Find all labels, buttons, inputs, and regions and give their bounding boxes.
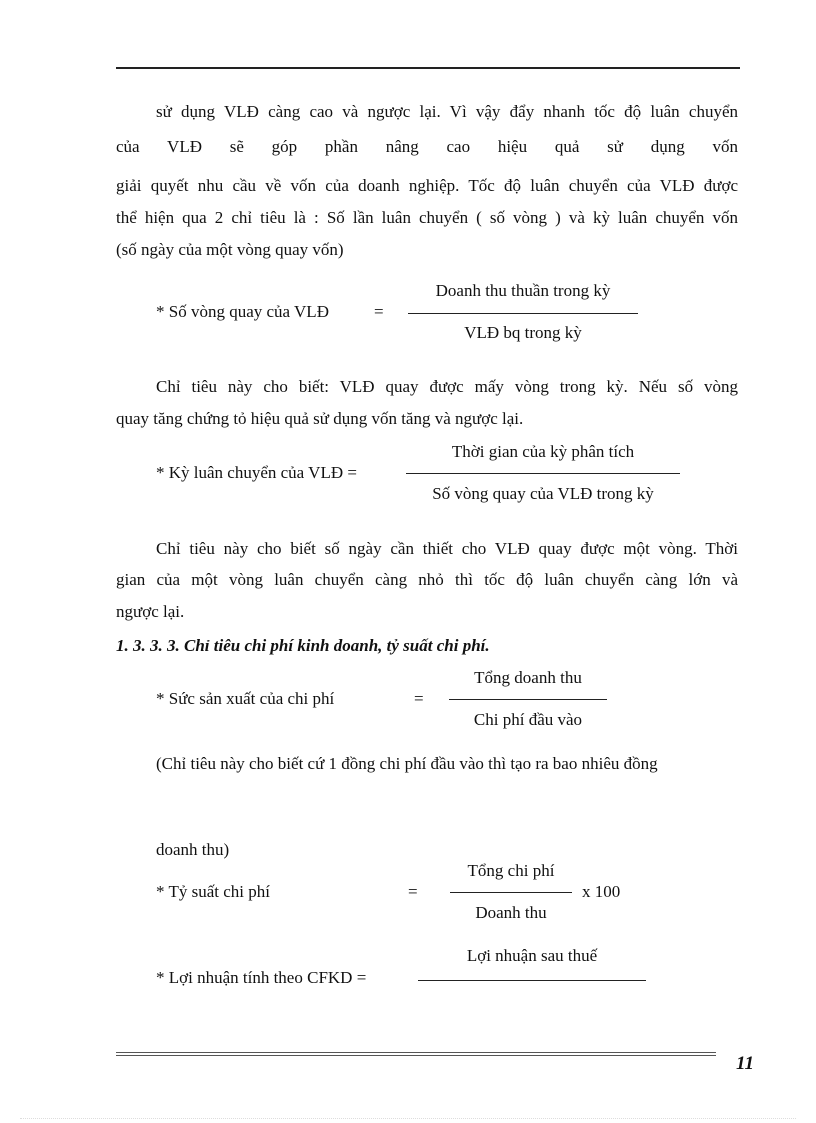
section-heading: 1. 3. 3. 3. Chỉ tiêu chi phí kinh doanh, tỷ suất chi phí. bbox=[116, 636, 490, 655]
formula-4-label: * Tỷ suất chi phí bbox=[156, 882, 270, 901]
paragraph-2-line-2: quay tăng chứng tỏ hiệu quả sử dụng vốn tăng và ngược lại. bbox=[116, 409, 524, 428]
formula-1-fraction-bar bbox=[408, 313, 638, 314]
paragraph-1-line-3: giải quyết nhu cầu về vốn của doanh nghiệp. Tốc độ luân chuyển của VLĐ được bbox=[116, 176, 738, 195]
paragraph-1-line-4: thể hiện qua 2 chỉ tiêu là : Số lần luân chuyển ( số vòng ) và kỳ luân chuyển vốn bbox=[116, 208, 738, 227]
formula-3-fraction-bar bbox=[449, 699, 607, 700]
formula-2-numerator: Thời gian của kỳ phân tích bbox=[451, 442, 635, 461]
formula-4-numerator: Tổng chi phí bbox=[467, 861, 555, 880]
header-rule bbox=[116, 67, 740, 69]
footer-rule-2 bbox=[116, 1055, 716, 1056]
page-bottom-edge bbox=[20, 1118, 796, 1119]
paragraph-1-line-5: (số ngày của một vòng quay vốn) bbox=[116, 240, 344, 259]
formula-5-label: * Lợi nhuận tính theo CFKD = bbox=[156, 968, 367, 987]
formula-4-denominator: Doanh thu bbox=[475, 903, 547, 922]
formula-4-fraction-bar bbox=[450, 892, 572, 893]
page-number: 11 bbox=[736, 1053, 754, 1074]
paragraph-1-line-2: của VLĐ sẽ góp phần nâng cao hiệu quả sử dụng vốn bbox=[116, 137, 738, 156]
note-line-1: (Chỉ tiêu này cho biết cứ 1 đồng chi phí đầu vào thì tạo ra bao nhiêu đồng bbox=[156, 754, 658, 773]
formula-5-fraction-bar bbox=[418, 980, 646, 981]
formula-4-equals: = bbox=[408, 882, 418, 901]
formula-1-equals: = bbox=[374, 302, 384, 321]
formula-2-label: * Kỳ luân chuyển của VLĐ = bbox=[156, 463, 357, 482]
note-line-2: doanh thu) bbox=[156, 840, 230, 859]
paragraph-3-line-1: Chỉ tiêu này cho biết số ngày cần thiết cho VLĐ quay được một vòng. Thời bbox=[156, 539, 738, 558]
footer-rule-1 bbox=[116, 1052, 716, 1053]
formula-1-denominator: VLĐ bq trong kỳ bbox=[464, 323, 582, 342]
paragraph-1-line-1: sử dụng VLĐ càng cao và ngược lại. Vì vậy đẩy nhanh tốc độ luân chuyển bbox=[156, 102, 738, 121]
formula-1-numerator: Doanh thu thuần trong kỳ bbox=[435, 281, 611, 300]
formula-2-denominator: Số vòng quay của VLĐ trong kỳ bbox=[432, 484, 654, 503]
paragraph-2-line-1: Chỉ tiêu này cho biết: VLĐ quay được mấy vòng trong kỳ. Nếu số vòng bbox=[156, 377, 738, 396]
formula-3-label: * Sức sản xuất của chi phí bbox=[156, 689, 335, 708]
formula-4-multiplier: x 100 bbox=[582, 882, 621, 901]
formula-5-numerator: Lợi nhuận sau thuế bbox=[466, 946, 598, 965]
formula-3-numerator: Tổng doanh thu bbox=[474, 668, 582, 687]
formula-3-equals: = bbox=[414, 689, 424, 708]
formula-1-label: * Số vòng quay của VLĐ bbox=[156, 302, 329, 321]
formula-3-denominator: Chi phí đầu vào bbox=[473, 710, 583, 729]
paragraph-3-line-2: gian của một vòng luân chuyển càng nhỏ thì tốc độ luân chuyển càng lớn và bbox=[116, 570, 738, 589]
paragraph-3-line-3: ngược lại. bbox=[116, 602, 185, 621]
formula-2-fraction-bar bbox=[406, 473, 680, 474]
